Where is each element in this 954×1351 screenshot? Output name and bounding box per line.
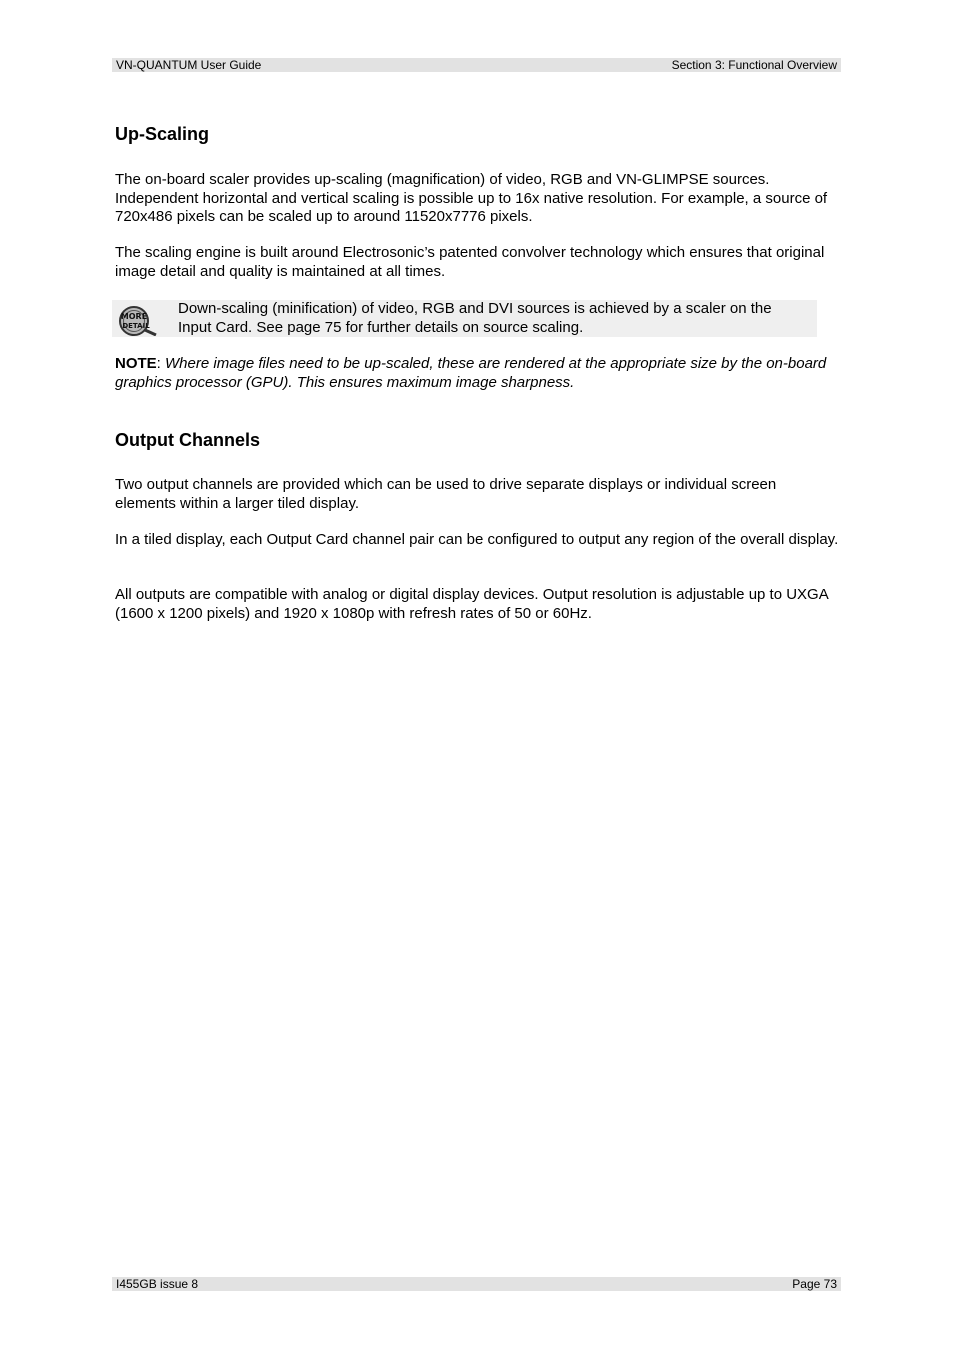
note-colon: :: [156, 355, 166, 372]
output-heading: Output Channels: [115, 430, 260, 450]
upscaling-paragraph-2: The scaling engine is built around Electrosonic’s patented convolver technology which ensures that original image detail and quality is maintained at all times.: [115, 244, 825, 280]
upscaling-heading: Up-Scaling: [115, 124, 210, 144]
output-paragraph-3: All outputs are compatible with analog or digital display devices. Output resolution is adjustable up to UXGA (1600 x 1200 pixels) and 1920 x 1080p with refresh rates of 50 or 60Hz.: [115, 586, 828, 622]
page-footer: [112, 1277, 841, 1291]
note-text: Where image files need to be up-scaled, these are rendered at the appropriate size by the on-board graphics processor (GPU). This ensures maximum image sharpness.: [115, 355, 827, 391]
note-paragraph: [115, 355, 840, 392]
page-header: [112, 58, 841, 72]
output-paragraph-2: In a tiled display, each Output Card channel pair can be configured to output any region of the overall display.: [115, 531, 839, 548]
more-detail-box: [112, 300, 817, 337]
note-label: NOTE: [115, 355, 157, 372]
footer-page-number: Page 73: [792, 1277, 837, 1291]
more-detail-icon-text-1: MORE: [120, 312, 148, 321]
output-paragraph-1: Two output channels are provided which can be used to drive separate displays or individual screen elements within a larger tiled display.: [115, 476, 777, 512]
header-section-title: Section 3: Functional Overview: [671, 58, 837, 72]
upscaling-paragraph-1: The on-board scaler provides up-scaling (magnification) of video, RGB and VN-GLIMPSE sources. Independent horizontal and vertical scaling is possible up to 16x native resolution. For example, a source of 720x486 pixels can be scaled up to around 11520x7776 pixels.: [115, 171, 828, 225]
more-detail-text: Down-scaling (minification) of video, RGB and DVI sources is achieved by a scaler on the Input Card. See page 75 for further details on source scaling.: [178, 300, 772, 336]
more-detail-callout: [115, 300, 840, 337]
header-doc-title: VN-QUANTUM User Guide: [116, 58, 262, 72]
more-detail-icon: [114, 302, 160, 336]
more-detail-icon-text-2: DETAIL: [122, 322, 150, 330]
footer-issue: I455GB issue 8: [116, 1277, 199, 1291]
